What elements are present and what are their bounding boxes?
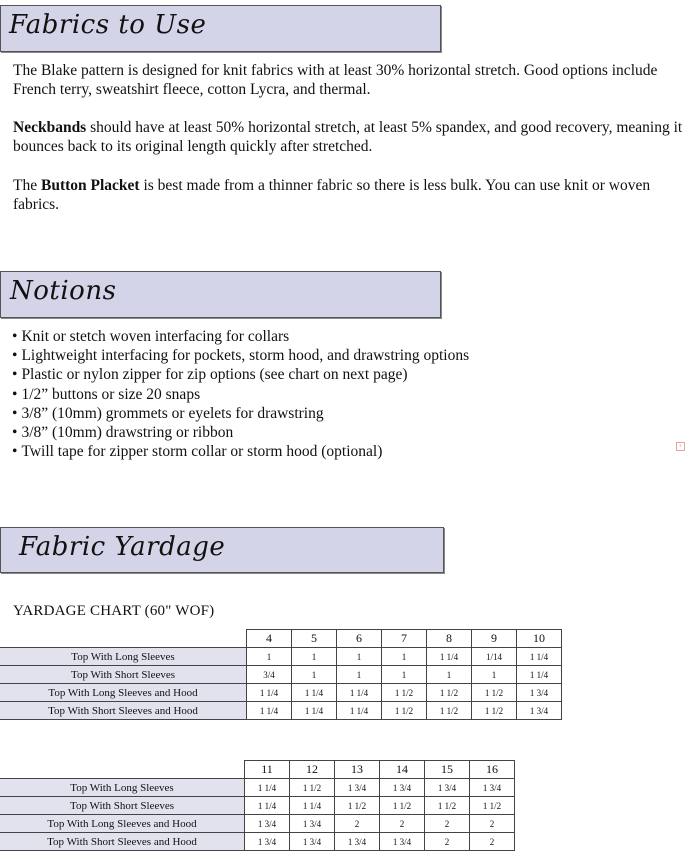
table-cell: 1 1/2 [472, 702, 517, 720]
table-cell: 1 3/4 [335, 779, 380, 797]
table-cell: 1 [247, 648, 292, 666]
table-cell: 1 1/4 [245, 797, 290, 815]
table-cell: 1 3/4 [290, 815, 335, 833]
table-row [0, 815, 515, 833]
table-cell: 1 3/4 [425, 779, 470, 797]
yardage-table-2 [0, 760, 515, 851]
table-cell: 1 1/4 [337, 684, 382, 702]
table-cell: 1 3/4 [245, 815, 290, 833]
table-row [0, 833, 515, 851]
table-cell: 1 [292, 648, 337, 666]
table-cell: 2 [380, 815, 425, 833]
fabrics-text: The Blake pattern is designed for knit fabrics with at least 30% horizontal stretch. Good options include French terry, sweatshirt fleece, cotton Lycra, and thermal. [13, 62, 658, 98]
list-item: • Knit or stetch woven interfacing for collars [12, 327, 469, 346]
table-cell: 1 [382, 648, 427, 666]
size-header: 6 [337, 630, 382, 648]
table-cell: 1 1/2 [427, 684, 472, 702]
table-cell: 1 1/2 [472, 684, 517, 702]
row-label: Top With Long Sleeves [0, 648, 247, 666]
table-corner [0, 630, 247, 648]
table-cell: 2 [335, 815, 380, 833]
table-cell: 1 [337, 648, 382, 666]
table-cell: 1 3/4 [245, 833, 290, 851]
yardage-chart-title: YARDAGE CHART (60" WOF) [13, 603, 215, 619]
table-cell: 1 1/4 [247, 684, 292, 702]
row-label: Top With Long Sleeves and Hood [0, 815, 245, 833]
table-cell: 1 1/4 [290, 797, 335, 815]
table-cell: 1 1/4 [292, 702, 337, 720]
placket-paragraph [13, 176, 673, 214]
table-header-row [0, 761, 515, 779]
list-item: • Plastic or nylon zipper for zip options (see chart on next page) [12, 365, 469, 384]
size-header: 13 [335, 761, 380, 779]
table-cell: 1 1/4 [247, 702, 292, 720]
table-cell: 1 3/4 [517, 702, 562, 720]
table-cell: 1 3/4 [470, 779, 515, 797]
size-header: 12 [290, 761, 335, 779]
table-cell: 2 [425, 815, 470, 833]
table-cell: 1 3/4 [290, 833, 335, 851]
table-cell: 1 1/2 [425, 797, 470, 815]
table-row [0, 666, 562, 684]
placket-pre: The [13, 177, 41, 194]
placket-bold: Button Placket [40, 177, 140, 194]
size-header: 5 [292, 630, 337, 648]
table-row [0, 797, 515, 815]
table-cell: 1 1/4 [337, 702, 382, 720]
list-item: • Lightweight interfacing for pockets, storm hood, and drawstring options [12, 346, 469, 365]
size-header: 16 [470, 761, 515, 779]
table-cell: 2 [470, 815, 515, 833]
size-header: 14 [380, 761, 425, 779]
table-cell: 1 [427, 666, 472, 684]
list-item: • 3/8” (10mm) drawstring or ribbon [12, 423, 469, 442]
size-header: 8 [427, 630, 472, 648]
table-cell: 1 [382, 666, 427, 684]
table-cell: 1 1/2 [427, 702, 472, 720]
row-label: Top With Short Sleeves [0, 666, 247, 684]
table-cell: 1 3/4 [380, 833, 425, 851]
placket-text: is best made from a thinner fabric so there is less bulk. You can use knit or woven fabrics. [13, 177, 651, 213]
table-cell: 1 1/4 [517, 666, 562, 684]
list-item: • Twill tape for zipper storm collar or storm hood (optional) [12, 442, 469, 461]
neckbands-text: should have at least 50% horizontal stretch, at least 5% spandex, and good recovery, meaning it bounces back to its original length quickly after stretched. [13, 119, 683, 155]
table-cell: 1/14 [472, 648, 517, 666]
table-cell: 1 1/2 [382, 684, 427, 702]
fabrics-heading-bar [0, 5, 441, 52]
notions-heading-bar [0, 271, 441, 318]
notions-heading: Notions [10, 276, 117, 306]
table-corner [0, 761, 245, 779]
table-row [0, 648, 562, 666]
table-cell: 1 1/2 [470, 797, 515, 815]
table-cell: 1 [472, 666, 517, 684]
list-item: • 3/8” (10mm) grommets or eyelets for drawstring [12, 404, 469, 423]
table-cell: 1 1/4 [245, 779, 290, 797]
table-cell: 1 1/2 [290, 779, 335, 797]
table-header-row [0, 630, 562, 648]
table-row [0, 684, 562, 702]
table-cell: 1 1/4 [427, 648, 472, 666]
size-header: 7 [382, 630, 427, 648]
table-cell: 1 1/2 [382, 702, 427, 720]
row-label: Top With Long Sleeves and Hood [0, 684, 247, 702]
annotation-marker-icon[interactable]: + [676, 442, 685, 451]
table-cell: 1 1/2 [335, 797, 380, 815]
table-cell: 2 [425, 833, 470, 851]
table-cell: 1 1/2 [380, 797, 425, 815]
size-header: 15 [425, 761, 470, 779]
neckbands-bold: Neckbands [13, 119, 87, 136]
table-row [0, 779, 515, 797]
table-cell: 1 [292, 666, 337, 684]
yardage-table-1 [0, 629, 562, 720]
list-item: • 1/2” buttons or size 20 snaps [12, 385, 469, 404]
table-cell: 2 [470, 833, 515, 851]
notions-list [12, 327, 469, 461]
table-cell: 1 1/4 [292, 684, 337, 702]
table-cell: 3/4 [247, 666, 292, 684]
table-cell: 1 1/4 [517, 648, 562, 666]
table-cell: 1 3/4 [335, 833, 380, 851]
neckbands-paragraph [13, 118, 691, 156]
table-cell: 1 [337, 666, 382, 684]
table-cell: 1 3/4 [517, 684, 562, 702]
size-header: 11 [245, 761, 290, 779]
size-header: 4 [247, 630, 292, 648]
size-header: 9 [472, 630, 517, 648]
row-label: Top With Short Sleeves and Hood [0, 833, 245, 851]
fabrics-paragraph [13, 61, 691, 99]
row-label: Top With Short Sleeves and Hood [0, 702, 247, 720]
yardage-heading-bar [0, 527, 444, 573]
fabrics-heading: Fabrics to Use [9, 10, 207, 40]
table-cell: 1 3/4 [380, 779, 425, 797]
row-label: Top With Short Sleeves [0, 797, 245, 815]
row-label: Top With Long Sleeves [0, 779, 245, 797]
size-header: 10 [517, 630, 562, 648]
table-row [0, 702, 562, 720]
yardage-heading: Fabric Yardage [19, 532, 226, 562]
